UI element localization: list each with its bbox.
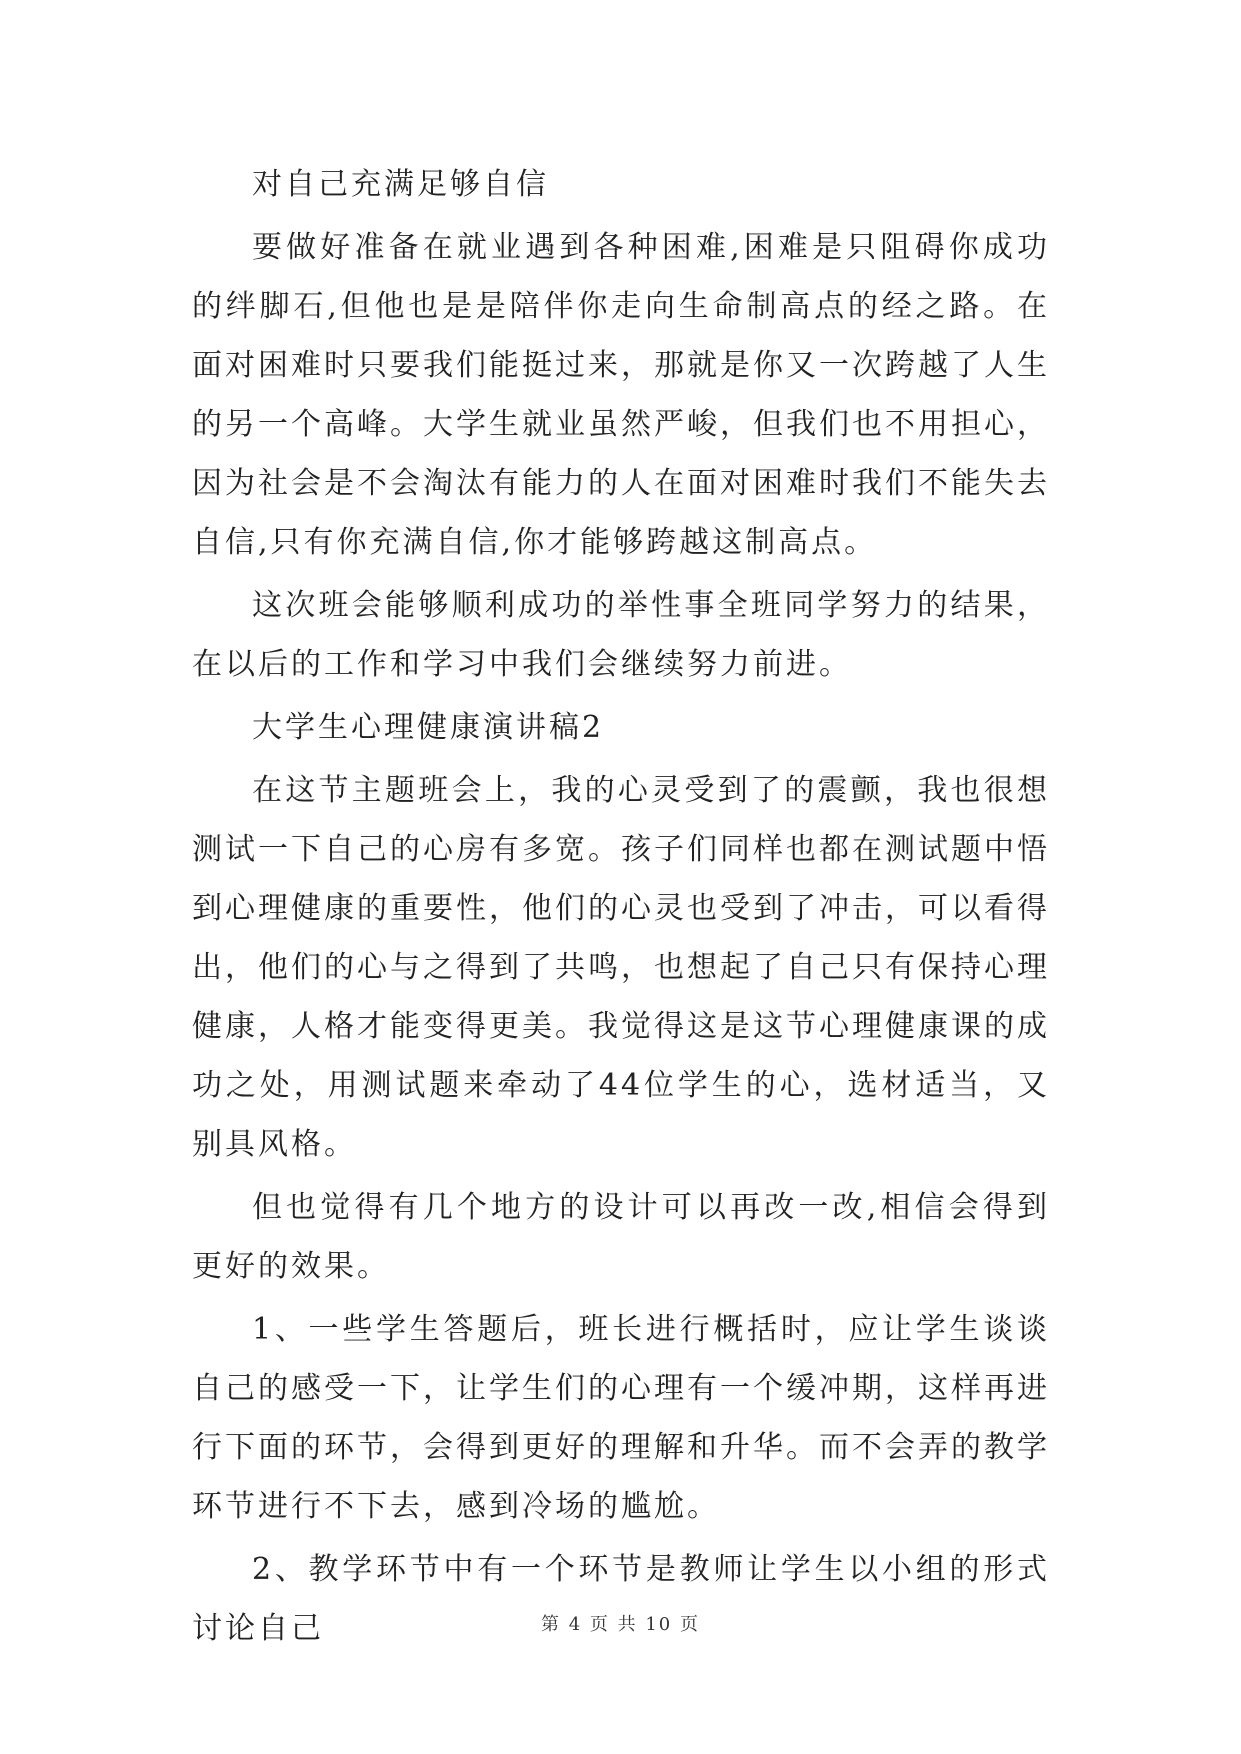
- paragraph-class-meeting-conclusion: 这次班会能够顺利成功的举性事全班同学努力的结果，在以后的工作和学习中我们会继续努力前进。: [192, 588, 1050, 682]
- paragraph-point-1: 1、一些学生答题后，班长进行概括时，应让学生谈谈自己的感受一下，让学生们的心理有一个缓冲期，这样再进行下面的环节，会得到更好的理解和升华。而不会弄的教学环节进行不下去，感到冷场的尴尬。: [192, 1312, 1050, 1524]
- paragraph-self-confidence-heading: 对自己充满足够自信: [252, 167, 549, 202]
- document-body: [192, 155, 1050, 1662]
- paragraph-improvements-intro: 但也觉得有几个地方的设计可以再改一改,相信会得到更好的效果。: [192, 1190, 1050, 1284]
- section-title: 大学生心理健康演讲稿2: [252, 710, 605, 745]
- paragraph-theme-meeting: 在这节主题班会上，我的心灵受到了的震颤，我也很想测试一下自己的心房有多宽。孩子们同样也都在测试题中悟到心理健康的重要性，他们的心灵也受到了冲击，可以看得出，他们的心与之得到了共鸣，也想起了自己只有保持心理健康，人格才能变得更美。我觉得这是这节心理健康课的成功之处，用测试题来牵动了44位学生的心，选材适当，又别具风格。: [192, 773, 1050, 1162]
- page-number-footer: 第 4 页 共 10 页: [541, 1614, 700, 1635]
- paragraph-employment-difficulties: 要做好准备在就业遇到各种困难,困难是只阻碍你成功的绊脚石,但他也是是陪伴你走向生命制高点的经之路。在面对困难时只要我们能挺过来，那就是你又一次跨越了人生的另一个高峰。大学生就业虽然严峻，但我们也不用担心，因为社会是不会淘汰有能力的人在面对困难时我们不能失去自信,只有你充满自信,你才能够跨越这制高点。: [192, 230, 1050, 560]
- paragraph-point-2: 2、教学环节中有一个环节是教师让学生以小组的形式讨论自己: [192, 1552, 1050, 1646]
